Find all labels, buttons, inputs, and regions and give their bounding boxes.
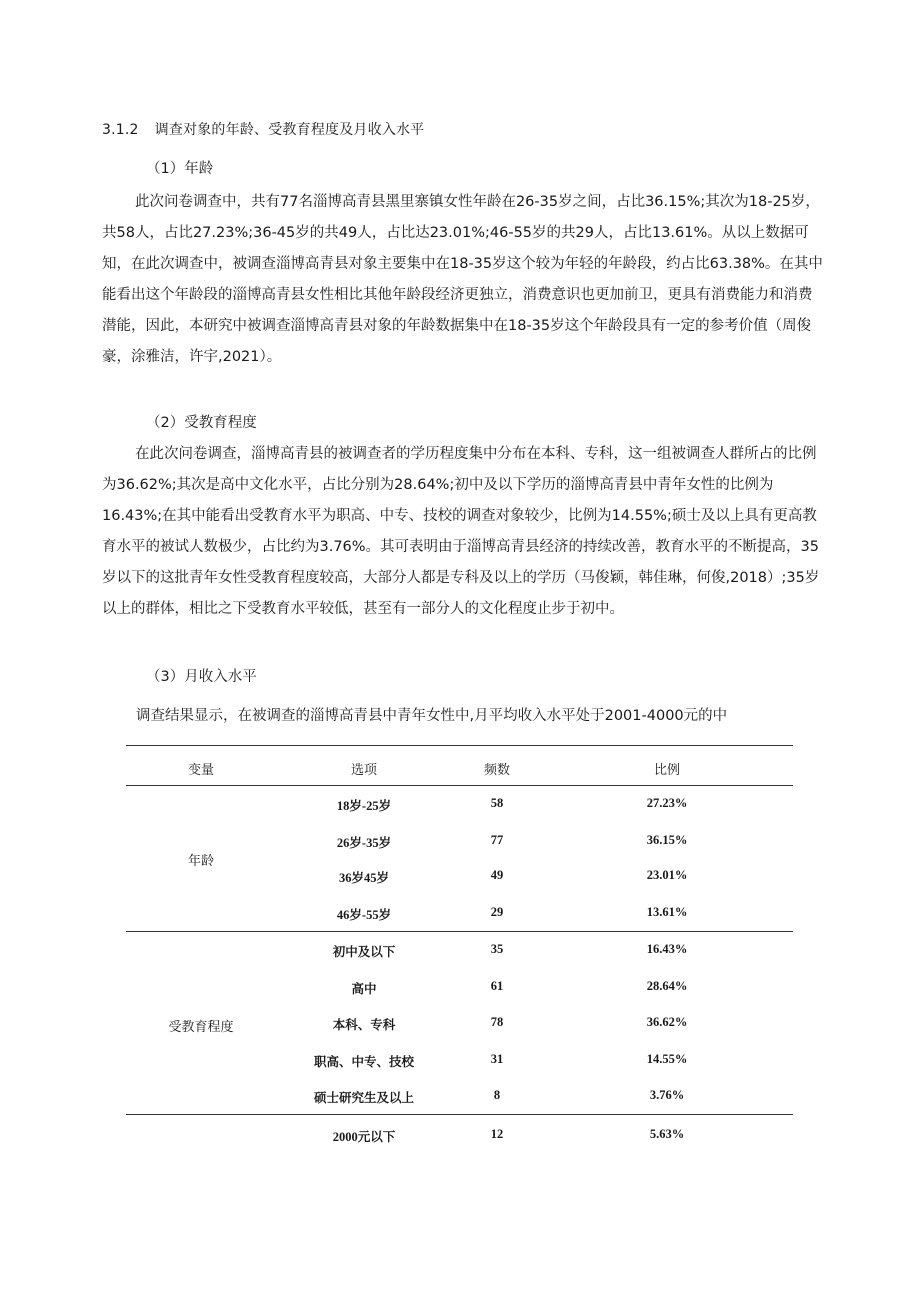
table-cell-ratio: 23.01% bbox=[646, 868, 688, 882]
table-cell-frequency: 12 bbox=[490, 1127, 504, 1141]
table-group-label: 受教育程度 bbox=[168, 1020, 234, 1035]
table-cell-option: 初中及以下 bbox=[332, 945, 396, 959]
table-cell-ratio: 14.55% bbox=[646, 1052, 688, 1066]
table-cell-ratio: 36.15% bbox=[646, 833, 688, 847]
table-cell-option: 本科、专科 bbox=[332, 1018, 396, 1032]
table-cell-option: 46岁-55岁 bbox=[336, 908, 392, 922]
header-option: 选项 bbox=[350, 763, 377, 778]
table-cell-frequency: 77 bbox=[490, 833, 504, 847]
table-top-rule bbox=[126, 745, 793, 746]
subheading-age: （1）年龄 bbox=[146, 161, 214, 177]
section-heading bbox=[102, 119, 424, 139]
table-cell-option: 职高、中专、技校 bbox=[313, 1055, 414, 1069]
table-cell-option: 36岁45岁 bbox=[338, 871, 389, 885]
subheading-income: （3）月收入水平 bbox=[146, 669, 257, 685]
table-cell-ratio: 27.23% bbox=[646, 796, 688, 810]
paragraph-education: 在此次问卷调查，淄博高青县的被调查者的学历程度集中分布在本科、专科，这一组被调查人群所占的比例为36.62%;其次是高中文化水平，占比分别为28.64%;初中及以下学历的淄博高青县中青年女性的比例为16.43%;在其中能看出受教育水平为职高、中专、技校的调查对象较少，比例为14.55%;硕士及以上具有更高教育水平的被试人数极少，占比约为3.76%。其可表明由于淄博高青县经济的持续改善，教育水平的不断提高，35岁以下的这批青年女性受教育程度较高，大部分人都是专科及以上的学历（马俊颖，韩佳琳，何俊,2018）;35岁以上的群体，相比之下受教育水平较低，甚至有一部分人的文化程度止步于初中。 bbox=[102, 446, 820, 617]
table-cell-ratio: 13.61% bbox=[646, 905, 688, 919]
paragraph-income: 调查结果显示，在被调查的淄博高青县中青年女性中,月平均收入水平处于2001-4000元的中 bbox=[136, 708, 728, 724]
paragraph-age: 此次问卷调查中，共有77名淄博高青县黑里寨镇女性年龄在26-35岁之间，占比36.15%;其次为18-25岁，共58人，占比27.23%;36-45岁的共49人，占比达23.01%;46-55岁的共29人，占比13.61%。从以上数据可知，在此次调查中，被调查淄博高青县对象主要集中在18-35岁这个较为年轻的年龄段，约占比63.38%。在其中能看出这个年龄段的淄博高青县女性相比其他年龄段经济更独立，消费意识也更加前卫，更具有消费能力和消费潜能，因此，本研究中被调查淄博高青县对象的年龄数据集中在18-35岁这个年龄段具有一定的参考价值（周俊豪，涂雅洁，许宇,2021）。 bbox=[102, 194, 823, 365]
table-cell-frequency: 49 bbox=[490, 868, 504, 882]
section-title: 调查对象的年龄、受教育程度及月收入水平 bbox=[154, 122, 425, 138]
subheading-education: （2）受教育程度 bbox=[146, 415, 257, 431]
table-cell-ratio: 36.62% bbox=[646, 1015, 688, 1029]
table-cell-ratio: 3.76% bbox=[649, 1088, 685, 1102]
table-cell-frequency: 58 bbox=[490, 796, 504, 810]
table-cell-frequency: 35 bbox=[490, 942, 504, 956]
table-cell-option: 2000元以下 bbox=[332, 1130, 396, 1144]
table-cell-frequency: 8 bbox=[493, 1088, 501, 1102]
table-cell-option: 18岁-25岁 bbox=[336, 799, 392, 813]
table-cell-option: 26岁-35岁 bbox=[336, 836, 392, 850]
table-cell-option: 硕士研究生及以上 bbox=[313, 1091, 414, 1105]
section-number: 3.1.2 bbox=[102, 122, 139, 138]
table-cell-ratio: 5.63% bbox=[649, 1127, 685, 1141]
table-cell-frequency: 29 bbox=[490, 905, 504, 919]
header-ratio: 比例 bbox=[653, 763, 680, 778]
table-cell-ratio: 28.64% bbox=[646, 979, 688, 993]
header-frequency: 频数 bbox=[483, 763, 510, 778]
table-cell-ratio: 16.43% bbox=[646, 942, 688, 956]
table-header-rule bbox=[126, 785, 793, 786]
table-group-label: 年龄 bbox=[187, 854, 214, 869]
table-cell-frequency: 78 bbox=[490, 1015, 504, 1029]
table-cell-frequency: 31 bbox=[490, 1052, 504, 1066]
table-group-rule bbox=[126, 931, 793, 932]
header-variable: 变量 bbox=[187, 763, 214, 778]
table-cell-frequency: 61 bbox=[490, 979, 504, 993]
table-cell-option: 高中 bbox=[351, 982, 377, 996]
table-group-rule bbox=[126, 1114, 793, 1115]
